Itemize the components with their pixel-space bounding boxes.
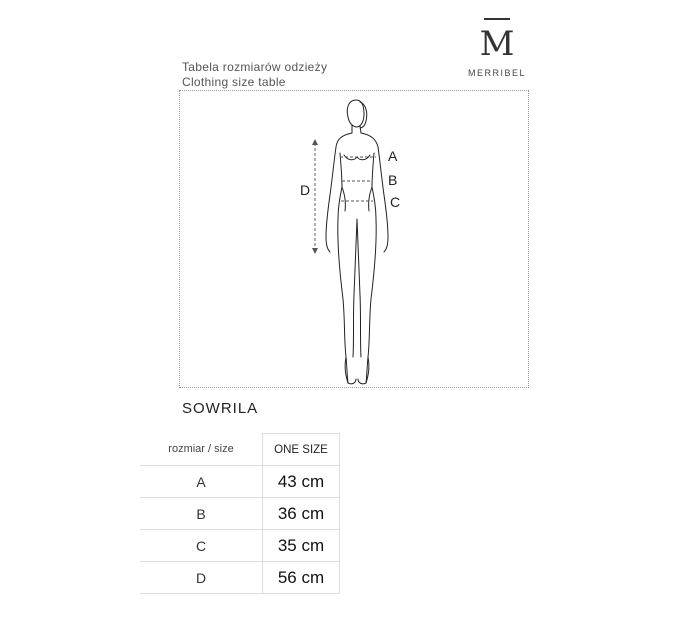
table-row [140,562,340,594]
figure-left-contour [326,133,352,383]
table-row [140,530,340,562]
product-name: SOWRILA [182,400,259,417]
size-table [140,433,340,594]
row-value: 43 cm [263,466,340,498]
logo-mark: M [479,24,515,64]
table-row [140,466,340,498]
body-measurement-figure [290,95,420,387]
logo-macron [484,18,510,20]
row-value: 36 cm [263,498,340,530]
table-row [140,498,340,530]
arrow-d-top [312,139,318,145]
heading-english: Clothing size table [182,75,286,89]
header-one-size: ONE SIZE [263,434,340,466]
label-d: D [300,182,311,198]
header-size-label: rozmiar / size [140,434,263,466]
row-size: A [140,466,263,498]
figure-head [347,100,364,127]
label-c: C [390,194,401,210]
row-size: C [140,530,263,562]
figure-inner-legs [353,219,361,357]
row-size: D [140,562,263,594]
row-value: 35 cm [263,530,340,562]
label-b: B [388,172,398,188]
row-size: B [140,498,263,530]
table-header-row [140,434,340,466]
label-a: A [388,148,398,164]
figure-feet [345,357,369,384]
size-table-heading [182,60,327,90]
row-value: 56 cm [263,562,340,594]
logo-name: MERRIBEL [467,68,526,78]
figure-right-contour [361,133,388,383]
heading-polish: Tabela rozmiarów odzieży [182,60,328,74]
arrow-d-bottom [312,248,318,254]
